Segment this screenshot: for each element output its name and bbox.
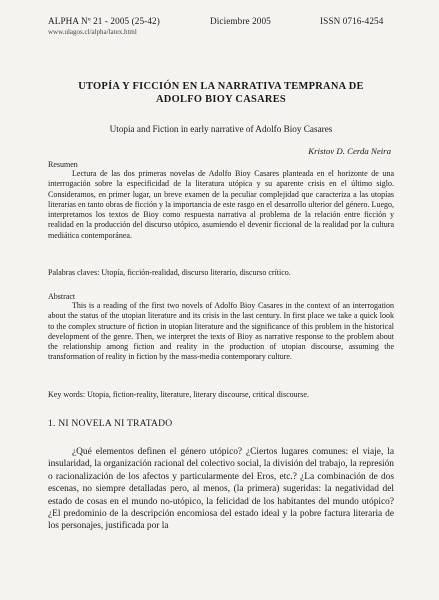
article-title-line-2: ADOLFO BIOY CASARES	[155, 94, 287, 105]
palabras-claves: Palabras claves: Utopía, ficción-realidad, discurso literario, discurso crítico.	[48, 268, 291, 277]
issue-date: Diciembre 2005	[210, 16, 271, 26]
section-heading: 1. NI NOVELA NI TRATADO	[48, 418, 173, 429]
article-subtitle: Utopia and Fiction in early narrative of Adolfo Bioy Casares	[109, 124, 333, 134]
resumen-block	[48, 160, 394, 241]
author-name: Kristov D. Cerda Neira	[308, 146, 391, 156]
journal-url[interactable]: www.ulagos.cl/alpha/latex.html	[48, 28, 137, 36]
issn: ISSN 0716-4254	[320, 16, 384, 26]
resumen-label: Resumen	[48, 160, 78, 169]
resumen-text: Lectura de las dos primeras novelas de Adolfo Bioy Casares planteada en el horizonte de una interrogación sobre la especificidad de la literatura utópica y su aparente crisis en el último siglo. Consideramos, en primer lugar, un breve examen de la peculiar complejidad que caracteriza a las utopías literarias en tanto obras de ficción y la importancia de este rasgo en el desarrollo ulterior del género. Luego, interpretamos los textos de Bioy como respuesta narrativa al problema de la relación entre ficción y realidad en la producción del discurso utópico, asumiendo el devenir ficcional de la realidad por la cultura mediática contemporánea.	[48, 169, 394, 240]
abstract-label: Abstract	[48, 292, 76, 301]
abstract-text: This is a reading of the first two novels of Adolfo Bioy Casares in the context of an interrogation about the status of the utopian literature and its crisis in the last century. In first place we take a quick look to the complex structure of fiction in utopian literature and the significance of this problem in the historical development of the genre. Then, we interpret the texts of Bioy as narrative response to the problem about the relationship among fiction and reality in the production of utopian discourse, assuming the transformation of reality in fiction by the mass-media contemporary culture.	[48, 301, 394, 362]
article-title	[48, 80, 394, 106]
abstract-block	[48, 292, 394, 363]
body-text: ¿Qué elementos definen el género utópico? ¿Ciertos lugares comunes: el viaje, la insularidad, la organización racional del colectivo social, la división del trabajo, la represión o racionalización de los afectos y particularmente del Eros, etc.? ¿La combinación de dos escenas, no siempre detalladas pero, al menos, (la primera) sugeridas: la negatividad del estado de cosas en el mundo no-utópico, la felicidad de los habitantes del mundo utópico? ¿El predominio de la descripción encomiosa del estado ideal y la pobre factura literaria de los personajes, justificada por la	[48, 447, 394, 532]
journal-header: ALPHA Nº 21 - 2005 (25-42)	[48, 16, 160, 26]
article-title-line-1: UTOPÍA Y FICCIÓN EN LA NARRATIVA TEMPRANA DE	[78, 81, 364, 92]
keywords-block	[48, 390, 394, 400]
keywords: Key words: Utopia, fiction-reality, literature, literary discourse, critical discourse.	[48, 390, 309, 399]
palabras-claves-block	[48, 268, 394, 278]
